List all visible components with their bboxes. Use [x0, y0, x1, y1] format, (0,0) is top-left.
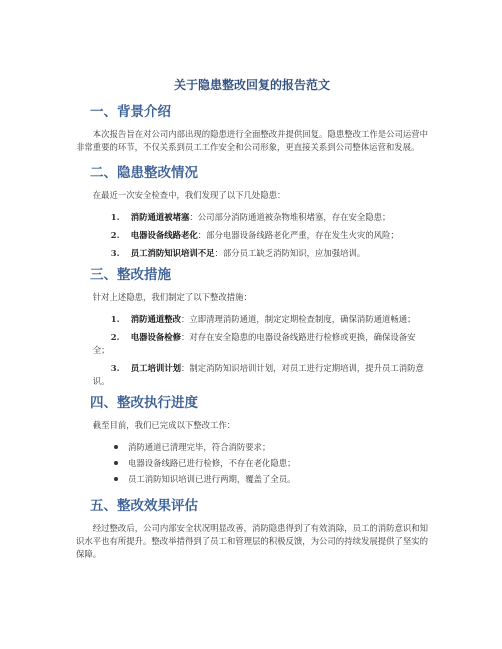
background-paragraph: 本次报告旨在对公司内部出现的隐患进行全面整改并提供回复。隐患整改工作是公司运营中非常重要的环节，不仅关系到员工工作安全和公司形象，更直接关系到公司整体运营和发展。 — [76, 129, 428, 152]
list-item-label: 员工培训计划 — [130, 363, 182, 373]
hazard-list — [76, 211, 428, 260]
bullet-text: 消防通道已清理完毕，符合消防要求； — [128, 442, 271, 452]
document-title: 关于隐患整改回复的报告范文 — [173, 78, 330, 92]
list-item-text: ：立即清理消防通道，制定定期检查制度，确保消防通道畅通； — [181, 314, 416, 324]
measures-list — [76, 313, 428, 388]
list-item — [76, 441, 428, 454]
document-page — [76, 76, 428, 570]
measures-intro: 针对上述隐患，我们制定了以下整改措施： — [92, 292, 252, 302]
list-item-number: 3. — [110, 363, 120, 373]
section-heading-evaluation: 五、整改效果评估 — [90, 498, 198, 514]
section-heading-progress: 四、整改执行进度 — [90, 395, 198, 411]
list-item — [76, 457, 428, 470]
progress-intro: 截至目前，我们已完成以下整改工作： — [92, 420, 236, 430]
list-item-label: 员工消防知识培训不足 — [130, 248, 215, 258]
list-item — [76, 313, 428, 326]
list-item — [76, 247, 428, 260]
bullet-icon — [114, 445, 118, 449]
list-item-number: 2. — [110, 230, 120, 240]
bullet-text: 电器设备线路已进行检修，不存在老化隐患； — [128, 458, 296, 468]
bullet-icon — [114, 461, 118, 465]
list-item-text: ：公司部分消防通道被杂物堆积堵塞，存在安全隐患； — [189, 212, 391, 222]
section-heading-background: 一、背景介绍 — [90, 104, 171, 120]
list-item-number: 2. — [110, 332, 120, 342]
list-item-label: 消防通道整改 — [130, 314, 182, 324]
list-item-text: ：部分电器设备线路老化严重，存在发生火灾的风险； — [197, 230, 399, 240]
list-item-text: ：部分员工缺乏消防知识，应加强培训。 — [214, 248, 366, 258]
list-item-text: ：制定消防知识培训计划，对员工进行定期培训，提升员工消防意识。 — [92, 363, 424, 386]
status-intro: 在最近一次安全检查中，我们发现了以下几处隐患： — [92, 190, 286, 200]
section-heading-status: 二、隐患整改情况 — [90, 165, 198, 181]
progress-bullet-list — [76, 441, 428, 486]
list-item-label: 电器设备检修 — [130, 332, 182, 342]
section-heading-measures: 三、整改措施 — [90, 267, 171, 283]
list-item-number: 3. — [110, 248, 120, 258]
list-item-number: 1. — [110, 314, 120, 324]
list-item-label: 电器设备线路老化 — [130, 230, 198, 240]
bullet-icon — [114, 477, 118, 481]
list-item-text: ：对存在安全隐患的电器设备线路进行检修或更换，确保设备安全； — [92, 332, 416, 355]
evaluation-paragraph: 经过整改后，公司内部安全状况明显改善，消防隐患得到了有效消除，员工的消防意识和知识水平也有所提升。整改举措得到了员工和管理层的积极反馈，为公司的持续发展提供了坚实的保障。 — [76, 523, 428, 559]
list-item — [76, 211, 428, 224]
list-item — [76, 362, 428, 388]
list-item — [76, 229, 428, 242]
list-item-label: 消防通道被堵塞 — [130, 212, 190, 222]
list-item — [76, 473, 428, 486]
list-item-number: 1. — [110, 212, 120, 222]
bullet-text: 员工消防知识培训已进行两期，覆盖了全员。 — [128, 474, 296, 484]
list-item — [76, 331, 428, 357]
